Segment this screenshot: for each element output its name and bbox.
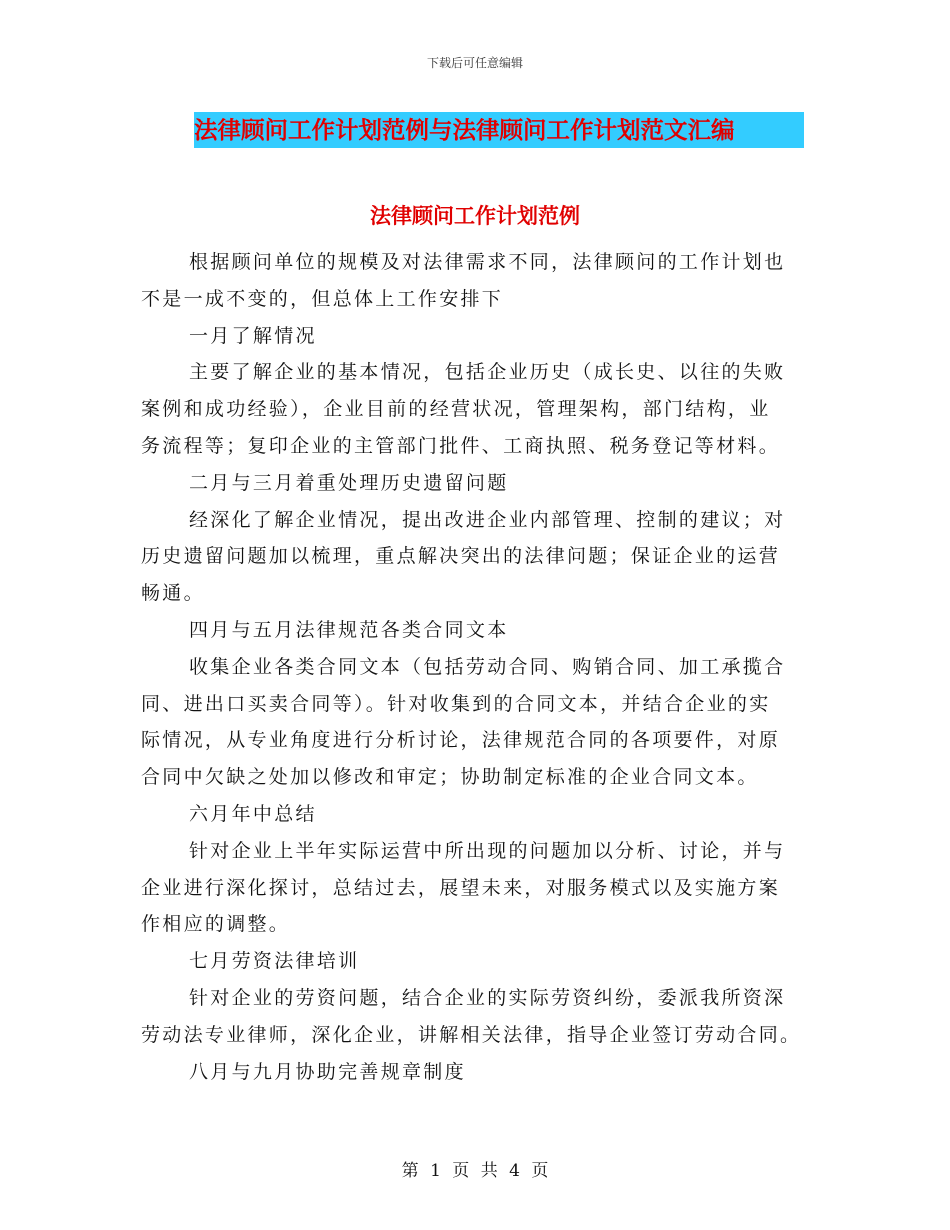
paragraph-line: 务流程等；复印企业的主管部门批件、工商执照、税务登记等材料。 <box>141 434 781 457</box>
paragraph-line: 企业进行深化探讨，总结过去，展望未来，对服务模式以及实施方案 <box>141 876 781 899</box>
paragraph-line: 经深化了解企业情况，提出改进企业内部管理、控制的建议；对 <box>189 508 786 531</box>
paragraph-line: 六月年中总结 <box>189 802 317 825</box>
paragraph-line: 针对企业上半年实际运营中所出现的问题加以分析、讨论，并与 <box>189 839 786 862</box>
section-title: 法律顾问工作计划范例 <box>370 204 580 228</box>
paragraph-line: 针对企业的劳资问题，结合企业的实际劳资纠纷，委派我所资深 <box>189 986 786 1009</box>
paragraph-line: 八月与九月协助完善规章制度 <box>189 1060 466 1083</box>
paragraph-line: 案例和成功经验），企业目前的经营状况，管理架构，部门结构，业 <box>141 398 771 421</box>
paragraph-line: 根据顾问单位的规模及对法律需求不同，法律顾问的工作计划也 <box>189 251 786 273</box>
page-footer: 第 1 页 共 4 页 <box>401 1161 549 1181</box>
paragraph-line: 一月了解情况 <box>189 324 317 347</box>
paragraph-line: 作相应的调整。 <box>141 913 291 936</box>
paragraph-line: 主要了解企业的基本情况，包括企业历史（成长史、以往的失败 <box>189 361 786 384</box>
paragraph-line: 四月与五月法律规范各类合同文本 <box>189 618 509 641</box>
paragraph-line: 不是一成不变的，但总体上工作安排下 <box>141 287 504 310</box>
paragraph-line: 二月与三月着重处理历史遗留问题 <box>189 471 509 494</box>
paragraph-line: 同、进出口买卖合同等）。针对收集到的合同文本，并结合企业的实 <box>141 692 771 715</box>
body-text <box>141 244 811 1090</box>
document-title: 法律顾问工作计划范例与法律顾问工作计划范文汇编 <box>194 112 804 148</box>
paragraph-line: 七月劳资法律培训 <box>189 950 360 973</box>
paragraph-line: 收集企业各类合同文本（包括劳动合同、购销合同、加工承揽合 <box>189 655 786 678</box>
paragraph-line: 际情况，从专业角度进行分析讨论，法律规范合同的各项要件，对原 <box>141 729 781 752</box>
paragraph-line: 合同中欠缺之处加以修改和审定；协助制定标准的企业合同文本。 <box>141 766 759 789</box>
paragraph-line: 历史遗留问题加以梳理，重点解决突出的法律问题；保证企业的运营 <box>141 545 781 568</box>
paragraph-line: 畅通。 <box>141 582 205 605</box>
header-note: 下载后可任意编辑 <box>426 56 523 70</box>
paragraph-line: 劳动法专业律师，深化企业，讲解相关法律，指导企业签订劳动合同。 <box>141 1023 802 1046</box>
